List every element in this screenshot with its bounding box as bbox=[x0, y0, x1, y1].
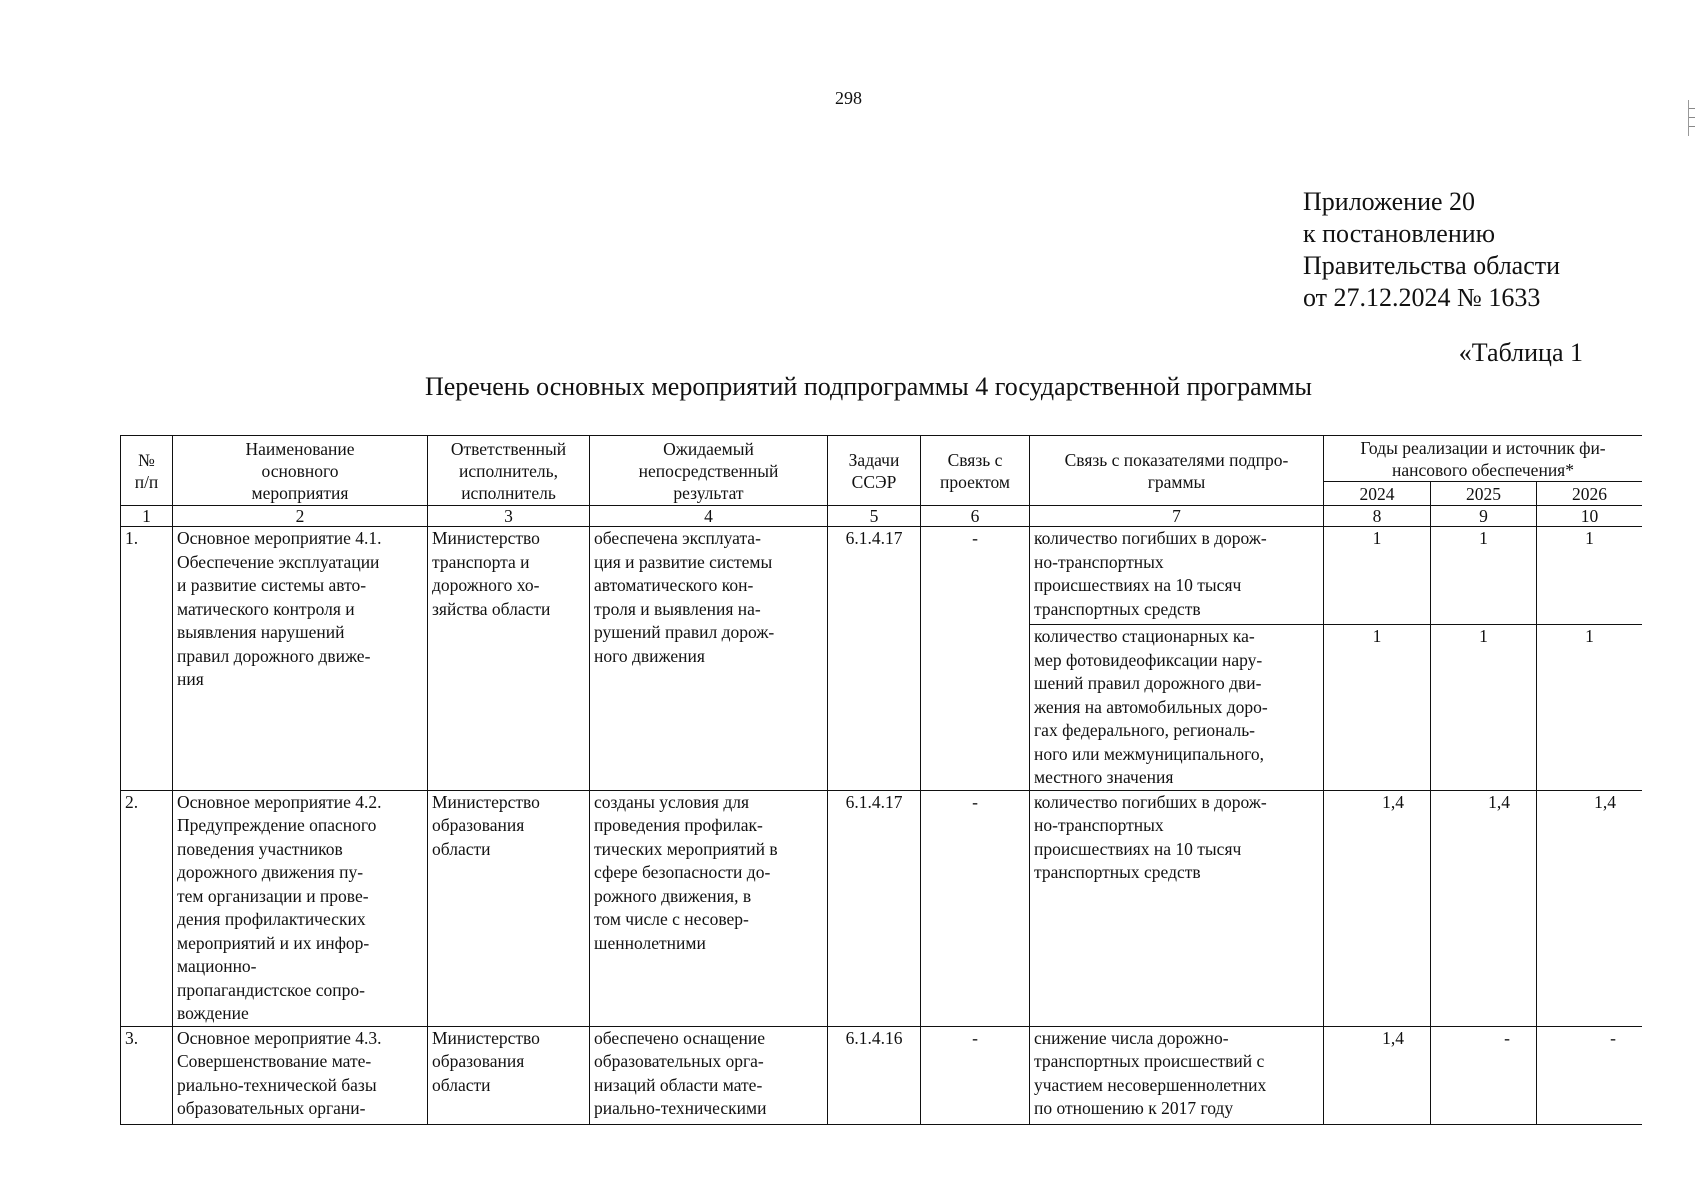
column-number: 1 bbox=[121, 506, 173, 527]
column-number: 6 bbox=[921, 506, 1030, 527]
appendix-line-3: Правительства области bbox=[1303, 251, 1561, 280]
row-num: 3. bbox=[121, 1026, 173, 1124]
row-indicator: снижение числа дорожно- транспортных происшествий с участием несовершеннолетних по отношению к 2017 году bbox=[1030, 1026, 1324, 1124]
margin-mark bbox=[1688, 100, 1697, 136]
measures-table bbox=[120, 435, 1642, 1125]
column-number: 7 bbox=[1030, 506, 1324, 527]
header-years-group: Годы реализации и источник фи- нансового обеспечения* bbox=[1324, 436, 1643, 482]
header-link-indicators: Связь с показателями подпро- граммы bbox=[1030, 436, 1324, 506]
row-indicator: количество стационарных ка- мер фотовидеофиксации нару- шений правил дорожного дви- жения на автомобильных доро- гах федерального, региональ- ного или межмуниципального, местного значения bbox=[1030, 625, 1324, 791]
table-row bbox=[121, 790, 1643, 1026]
header-link-project: Связь с проектом bbox=[921, 436, 1030, 506]
table-container bbox=[120, 435, 1642, 1130]
row-tasks: 6.1.4.16 bbox=[828, 1026, 921, 1124]
page-number: 298 bbox=[835, 88, 862, 108]
appendix-line-1: Приложение 20 bbox=[1303, 187, 1476, 216]
row-name: Основное мероприятие 4.3. Совершенствование мате- риально-технической базы образовательных органи- bbox=[173, 1026, 428, 1124]
row-value-2024: 1,4 bbox=[1324, 790, 1431, 1026]
row-tasks: 6.1.4.17 bbox=[828, 527, 921, 791]
row-value-2026: 1,4 bbox=[1537, 790, 1643, 1026]
header-executor: Ответственный исполнитель, исполнитель bbox=[428, 436, 590, 506]
row-link-project: - bbox=[921, 527, 1030, 791]
row-value-2026: 1 bbox=[1537, 625, 1643, 791]
row-tasks: 6.1.4.17 bbox=[828, 790, 921, 1026]
table-row bbox=[121, 527, 1643, 625]
appendix-block bbox=[1303, 186, 1560, 314]
header-tasks: Задачи ССЭР bbox=[828, 436, 921, 506]
row-result: обеспечена эксплуата- ция и развитие системы автоматического кон- троля и выявления на- рушений правил дорож- ного движения bbox=[590, 527, 828, 791]
column-number: 10 bbox=[1537, 506, 1643, 527]
row-name: Основное мероприятие 4.2. Предупреждение опасного поведения участников дорожного движения пу- тем организации и прове- дения профилактических мероприятий и их инфор- мационно- пропагандистское сопро- вождение bbox=[173, 790, 428, 1026]
column-number: 9 bbox=[1431, 506, 1537, 527]
row-value-2025: 1 bbox=[1431, 625, 1537, 791]
header-year-2026: 2026 bbox=[1537, 482, 1643, 506]
row-value-2025: - bbox=[1431, 1026, 1537, 1124]
row-executor: Министерство образования области bbox=[428, 1026, 590, 1124]
row-name: Основное мероприятие 4.1. Обеспечение эксплуатации и развитие системы авто- матического контроля и выявления нарушений правил дорожного движе- ния bbox=[173, 527, 428, 791]
table-row bbox=[121, 1026, 1643, 1124]
column-number: 3 bbox=[428, 506, 590, 527]
column-number: 4 bbox=[590, 506, 828, 527]
row-result: обеспечено оснащение образовательных орга- низаций области мате- риально-техническими bbox=[590, 1026, 828, 1124]
column-number: 5 bbox=[828, 506, 921, 527]
row-value-2026: - bbox=[1537, 1026, 1643, 1124]
row-value-2024: 1 bbox=[1324, 527, 1431, 625]
column-number-row bbox=[121, 506, 1643, 527]
row-executor: Министерство транспорта и дорожного хо- зяйства области bbox=[428, 527, 590, 791]
appendix-line-4: от 27.12.2024 № 1633 bbox=[1303, 283, 1541, 312]
column-number: 2 bbox=[173, 506, 428, 527]
row-value-2026: 1 bbox=[1537, 527, 1643, 625]
row-indicator: количество погибших в дорож- но-транспортных происшествиях на 10 тысяч транспортных средств bbox=[1030, 527, 1324, 625]
row-value-2024: 1,4 bbox=[1324, 1026, 1431, 1124]
column-number: 8 bbox=[1324, 506, 1431, 527]
row-link-project: - bbox=[921, 790, 1030, 1026]
header-name: Наименование основного мероприятия bbox=[173, 436, 428, 506]
row-num: 1. bbox=[121, 527, 173, 791]
header-num: № п/п bbox=[121, 436, 173, 506]
document-title: Перечень основных мероприятий подпрограммы 4 государственной программы bbox=[424, 372, 1312, 401]
table-label: «Таблица 1 bbox=[1458, 338, 1583, 367]
row-indicator: количество погибших в дорож- но-транспортных происшествиях на 10 тысяч транспортных средств bbox=[1030, 790, 1324, 1026]
header-year-2025: 2025 bbox=[1431, 482, 1537, 506]
row-executor: Министерство образования области bbox=[428, 790, 590, 1026]
row-result: созданы условия для проведения профилак- тических мероприятий в сфере безопасности до- рожного движения, в том числе с несовер- шеннолетними bbox=[590, 790, 828, 1026]
row-value-2024: 1 bbox=[1324, 625, 1431, 791]
row-num: 2. bbox=[121, 790, 173, 1026]
header-result: Ожидаемый непосредственный результат bbox=[590, 436, 828, 506]
appendix-line-2: к постановлению bbox=[1303, 219, 1496, 248]
row-link-project: - bbox=[921, 1026, 1030, 1124]
row-value-2025: 1 bbox=[1431, 527, 1537, 625]
header-year-2024: 2024 bbox=[1324, 482, 1431, 506]
row-value-2025: 1,4 bbox=[1431, 790, 1537, 1026]
